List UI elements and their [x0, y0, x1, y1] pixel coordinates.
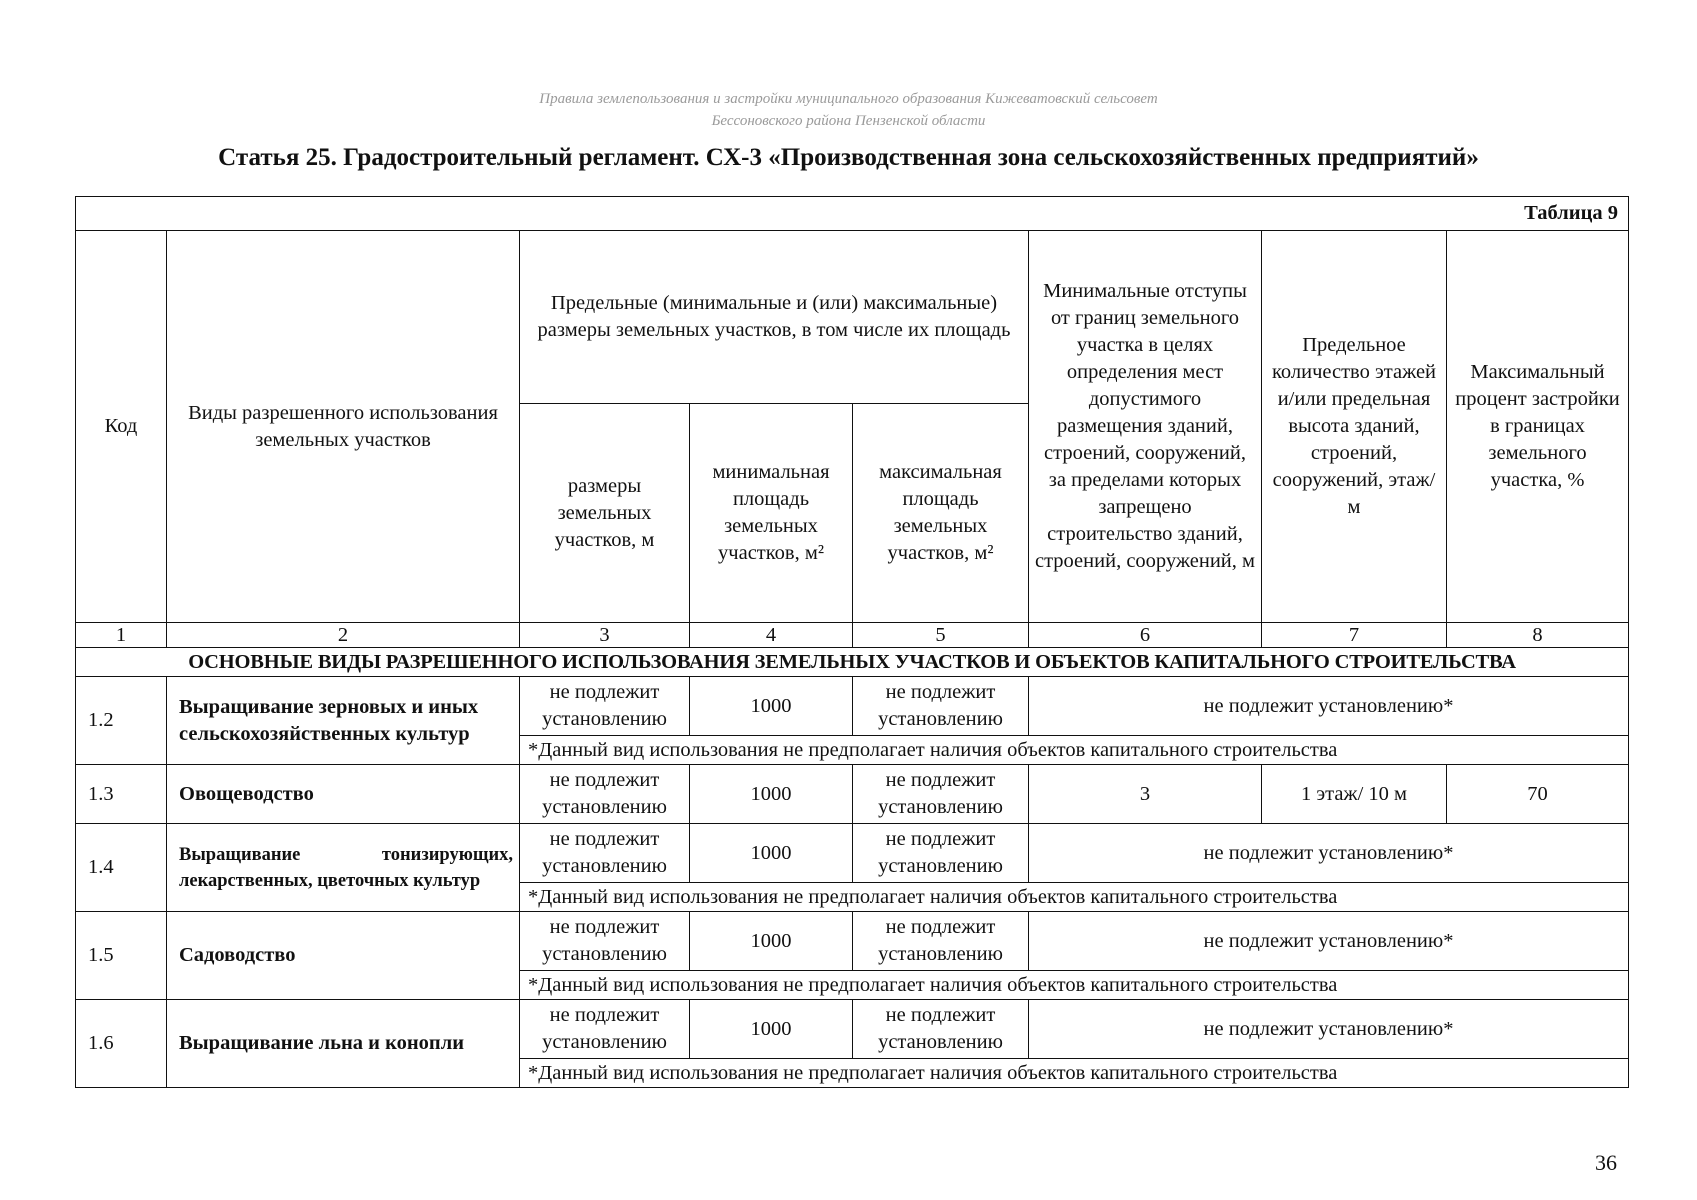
cell-min-area: 1000 — [690, 765, 853, 824]
row-note: *Данный вид использования не предполагает наличия объектов капитального строительства — [520, 1059, 1629, 1088]
header-setbacks: Минимальные отступы от границ земельного участка в целях определения мест допустимого размещения зданий, строений, сооружений, за пределами которых запрещено строительство зданий, строений, сооружений, м — [1029, 231, 1262, 623]
column-number: 3 — [520, 623, 690, 648]
cell-plot-size: не подлежит установлению — [520, 1000, 690, 1059]
cell-max-area: не подлежит установлению — [853, 1000, 1029, 1059]
row-code: 1.3 — [76, 765, 167, 824]
table-row — [76, 1000, 1629, 1059]
row-use-name: Садоводство — [167, 912, 520, 1000]
column-number: 5 — [853, 623, 1029, 648]
article-title: Статья 25. Градостроительный регламент. СХ-3 «Производственная зона сельскохозяйственных предприятий» — [218, 144, 1479, 171]
header-use-type: Виды разрешенного использования земельных участков — [167, 231, 520, 623]
cell-floors: 1 этаж/ 10 м — [1262, 765, 1447, 824]
cell-plot-size: не подлежит установлению — [520, 912, 690, 971]
header-code: Код — [76, 231, 167, 623]
header-floors: Предельное количество этажей и/или предельная высота зданий, строений, сооружений, этаж/м — [1262, 231, 1447, 623]
cell-coverage: 70 — [1447, 765, 1629, 824]
header-plot-size: размеры земельных участков, м — [520, 404, 690, 623]
row-code: 1.4 — [76, 824, 167, 912]
cell-plot-size: не подлежит установлению — [520, 765, 690, 824]
row-note: *Данный вид использования не предполагает наличия объектов капитального строительства — [520, 883, 1629, 912]
cell-max-area: не подлежит установлению — [853, 824, 1029, 883]
column-number: 6 — [1029, 623, 1262, 648]
row-code: 1.5 — [76, 912, 167, 1000]
row-code: 1.2 — [76, 677, 167, 765]
header-max-area: максимальная площадь земельных участков, м² — [853, 404, 1029, 623]
column-number: 7 — [1262, 623, 1447, 648]
row-note: *Данный вид использования не предполагает наличия объектов капитального строительства — [520, 736, 1629, 765]
cell-plot-size: не подлежит установлению — [520, 824, 690, 883]
table-row — [76, 677, 1629, 736]
column-number-row — [76, 623, 1629, 648]
cell-not-established: не подлежит установлению* — [1029, 912, 1629, 971]
cell-not-established: не подлежит установлению* — [1029, 677, 1629, 736]
cell-setbacks: 3 — [1029, 765, 1262, 824]
row-code: 1.6 — [76, 1000, 167, 1088]
running-header — [0, 88, 1697, 132]
cell-plot-size: не подлежит установлению — [520, 677, 690, 736]
regulation-table — [75, 196, 1629, 1088]
column-number: 2 — [167, 623, 520, 648]
cell-not-established: не подлежит установлению* — [1029, 1000, 1629, 1059]
column-number: 8 — [1447, 623, 1629, 648]
page-number: 36 — [1595, 1150, 1617, 1175]
cell-min-area: 1000 — [690, 824, 853, 883]
table-caption: Таблица 9 — [76, 197, 1629, 231]
table-row — [76, 765, 1629, 824]
cell-max-area: не подлежит установлению — [853, 912, 1029, 971]
header-size-group: Предельные (минимальные и (или) максимальные) размеры земельных участков, в том числе их площадь — [520, 231, 1029, 404]
cell-min-area: 1000 — [690, 912, 853, 971]
row-use-name: Выращивание зерновых и иных сельскохозяйственных культур — [167, 677, 520, 765]
table-row — [76, 912, 1629, 971]
header-min-area: минимальная площадь земельных участков, м² — [690, 404, 853, 623]
cell-min-area: 1000 — [690, 1000, 853, 1059]
table-row — [76, 824, 1629, 883]
row-note: *Данный вид использования не предполагает наличия объектов капитального строительства — [520, 971, 1629, 1000]
cell-max-area: не подлежит установлению — [853, 765, 1029, 824]
column-number: 4 — [690, 623, 853, 648]
column-number: 1 — [76, 623, 167, 648]
running-header-line-1: Правила землепользования и застройки муниципального образования Кижеватовский сельсовет — [539, 91, 1158, 107]
section-title: ОСНОВНЫЕ ВИДЫ РАЗРЕШЕННОГО ИСПОЛЬЗОВАНИЯ ЗЕМЕЛЬНЫХ УЧАСТКОВ И ОБЪЕКТОВ КАПИТАЛЬНОГО СТРОИТЕЛЬСТВА — [76, 648, 1629, 677]
row-use-name: Выращивание тонизирующих, лекарственных, цветочных культур — [167, 824, 520, 912]
running-header-line-2: Бессоновского района Пензенской области — [711, 113, 986, 129]
header-coverage: Максимальный процент застройки в границах земельного участка, % — [1447, 231, 1629, 623]
cell-min-area: 1000 — [690, 677, 853, 736]
row-use-name: Овощеводство — [167, 765, 520, 824]
cell-not-established: не подлежит установлению* — [1029, 824, 1629, 883]
cell-max-area: не подлежит установлению — [853, 677, 1029, 736]
row-use-name: Выращивание льна и конопли — [167, 1000, 520, 1088]
